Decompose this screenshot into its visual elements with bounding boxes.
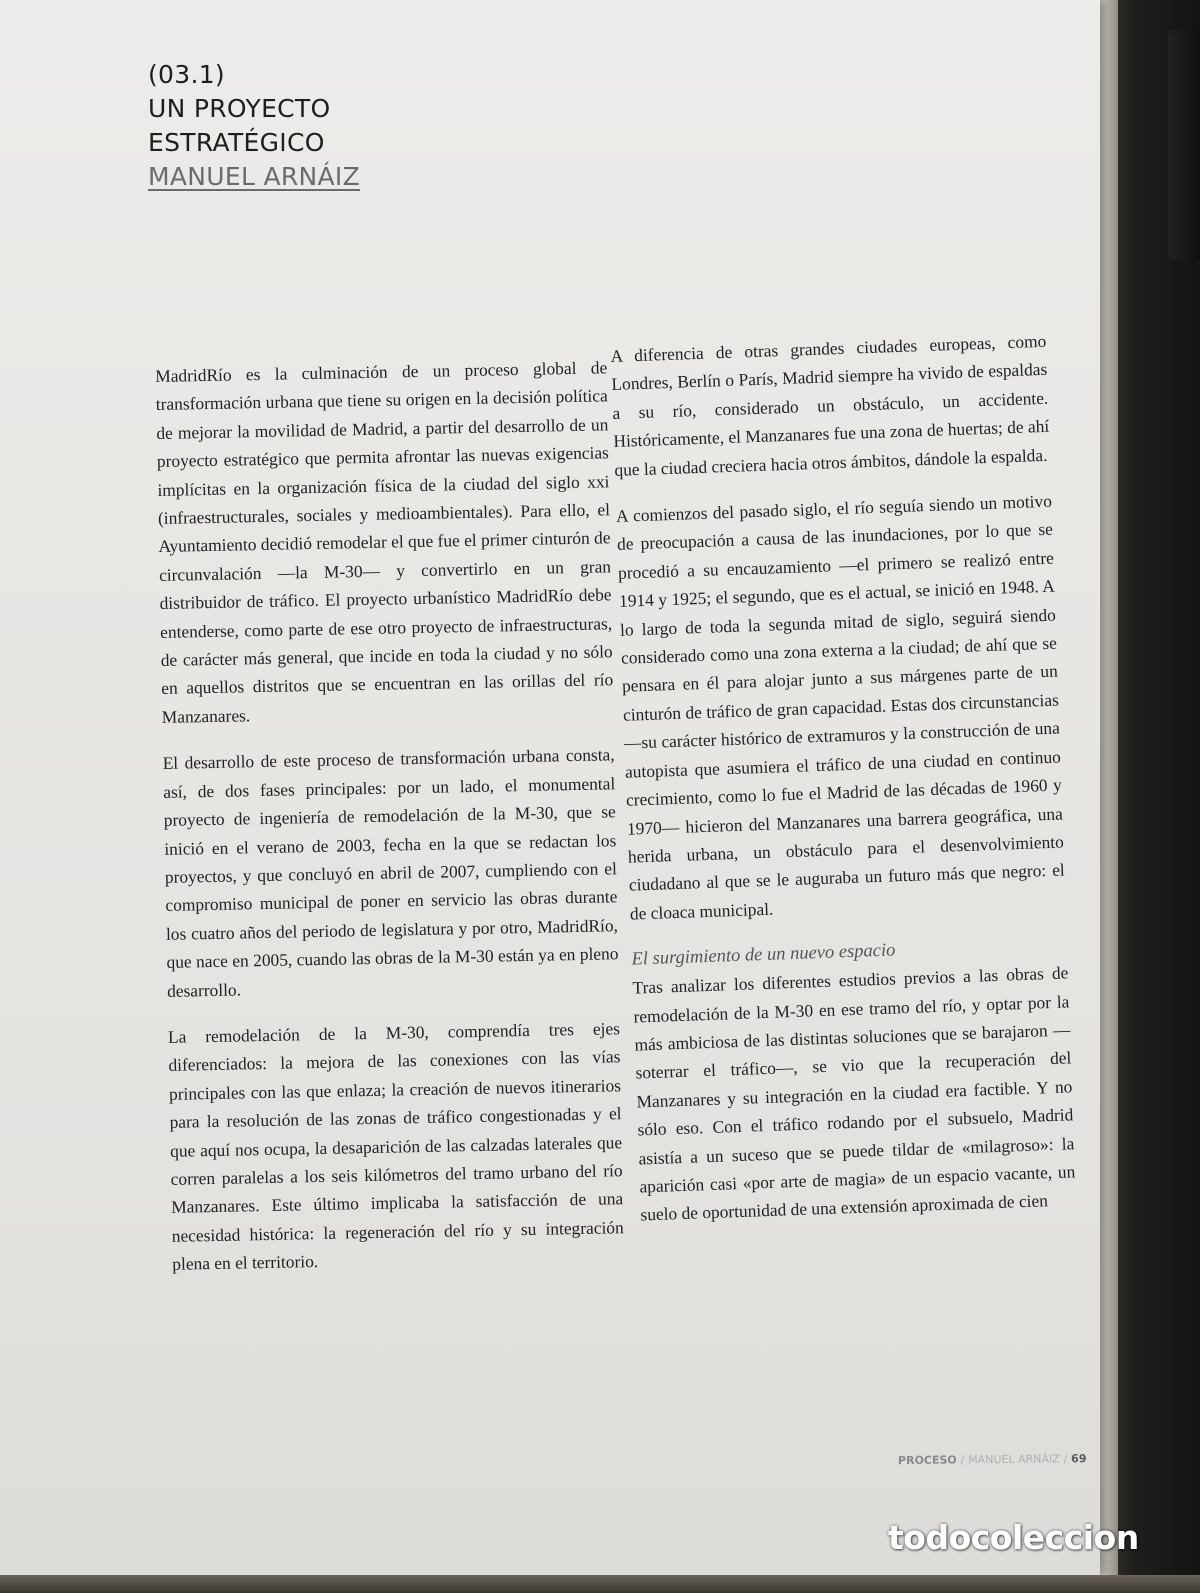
title-line-1: UN PROYECTO bbox=[148, 94, 331, 123]
paragraph: La remodelación de la M-30, comprendía tres ejes diferenciados: la mejora de las conexiones con las vías principales con las que enlaza; la creación de nuevos itinerarios para la resolución de las zonas de tráfico congestionadas y el que aquí nos ocupa, la desaparición de las calzadas laterales que corren paralelas a los seis kilómetros del tramo urbano del río Manzanares. Este último implicaba la satisfacción de una necesidad histórica: la regeneración del río y su integración plena en el territorio. bbox=[167, 1018, 624, 1275]
paragraph: A comienzos del pasado siglo, el río seguía siendo un motivo de preocupación a causa de las inundaciones, por lo que se procedió a su encauzamiento —el primero se realizó entre 1914 y 1925; el segundo, que es el actual, se inició en 1948. A lo largo de toda la segunda mitad de siglo, seguirá siendo considerado como una zona externa a la ciudad; de ahí que se pensara en él para alojar junto a sus márgenes parte de un cinturón de tráfico de gran capacidad. Estas dos circunstancias —su carácter histórico de extramuros y la construcción de una autopista que asumiera el tráfico de una ciudad en continuo crecimiento, como lo fue el Madrid de las décadas de 1960 y 1970— hicieron del Manzanares una barrera geográfica, una herida urbana, un obstáculo para el desenvolvimiento ciudadano al que se le auguraba un futuro más que negro: el de cloaca municipal. bbox=[615, 490, 1066, 924]
running-footer bbox=[898, 1452, 1108, 1467]
title-line-2: ESTRATÉGICO bbox=[148, 128, 325, 157]
section-number: (03.1) bbox=[148, 60, 225, 89]
binder-clip bbox=[1168, 30, 1200, 260]
paragraph: El desarrollo de este proceso de transformación urbana consta, así, de dos fases principales: por un lado, el monumental proyecto de ingeniería de remodelación de la M-30, que se inició en el verano de 2003, fecha en la que se redactan los proyectos, y que concluyó en abril de 2007, cumpliendo con el compromiso municipal de poner en servicio las obras durante los cuatro años del periodo de legislatura y por otro, MadridRío, que nace en 2005, cuando las obras de la M-30 están ya en pleno desarrollo. bbox=[162, 744, 619, 1001]
author-name: MANUEL ARNÁIZ bbox=[148, 162, 361, 191]
footer-section: PROCESO bbox=[897, 1453, 957, 1468]
left-text-column bbox=[155, 353, 625, 1296]
paragraph: A diferencia de otras grandes ciudades europeas, como Londres, Berlín o París, Madrid siempre ha vivido de espaldas a su río, considerado un obstáculo, un accidente. Históricamente, el Manzanares fue una zona de huertas; de ahí que la ciudad creciera hacia otros ámbitos, dándole la espalda. bbox=[610, 330, 1050, 480]
paragraph: MadridRío es la culminación de un proceso global de transformación urbana que tiene su origen en la decisión política de mejorar la movilidad de Madrid, a partir del desarrollo de un proyecto estratégico que permita afrontar las nuevas exigencias implícitas en la organización física de la ciudad del siglo xxi (infraestructurales, sociales y medioambientales). Para ello, el Ayuntamiento decidió remodelar el que fue el primer cinturón de circunvalación —la M-30— y convertirlo en un gran distribuidor de tráfico. El proyecto urbanístico MadridRío debe entenderse, como parte de ese otro proyecto de infraestructuras, de carácter más general, que incide en toda la ciudad y no sólo en aquellos distritos que se encuentran en las orillas del río Manzanares. bbox=[155, 357, 614, 727]
paragraph: Tras analizar los diferentes estudios previos a las obras de remodelación de la M-30 en ese tramo del río, y optar por la más ambiciosa de las distintas soluciones que se barajaron —soterrar el tráfico—, se vio que la recuperación del Manzanares y su integración en la ciudad era factible. Y no sólo eso. Con el tráfico rodando por el subsuelo, Madrid asistía a un suceso que se puede tildar de «milagroso»: la aparición casi «por arte de magia» de un espacio vacante, un suelo de oportunidad de una extensión aproximada de cien bbox=[632, 962, 1076, 1225]
article-header bbox=[148, 58, 448, 194]
watermark-logo: todocoleccion bbox=[888, 1518, 1139, 1557]
footer-author: MANUEL ARNÁIZ bbox=[968, 1452, 1060, 1467]
page-number: 69 bbox=[1071, 1452, 1087, 1466]
subheading: El surgimiento de un nuevo espacio bbox=[631, 940, 896, 970]
right-text-column bbox=[610, 327, 1077, 1247]
footer-separator: / bbox=[960, 1453, 965, 1467]
table-surface bbox=[0, 1575, 1200, 1593]
footer-separator: / bbox=[1063, 1452, 1068, 1466]
